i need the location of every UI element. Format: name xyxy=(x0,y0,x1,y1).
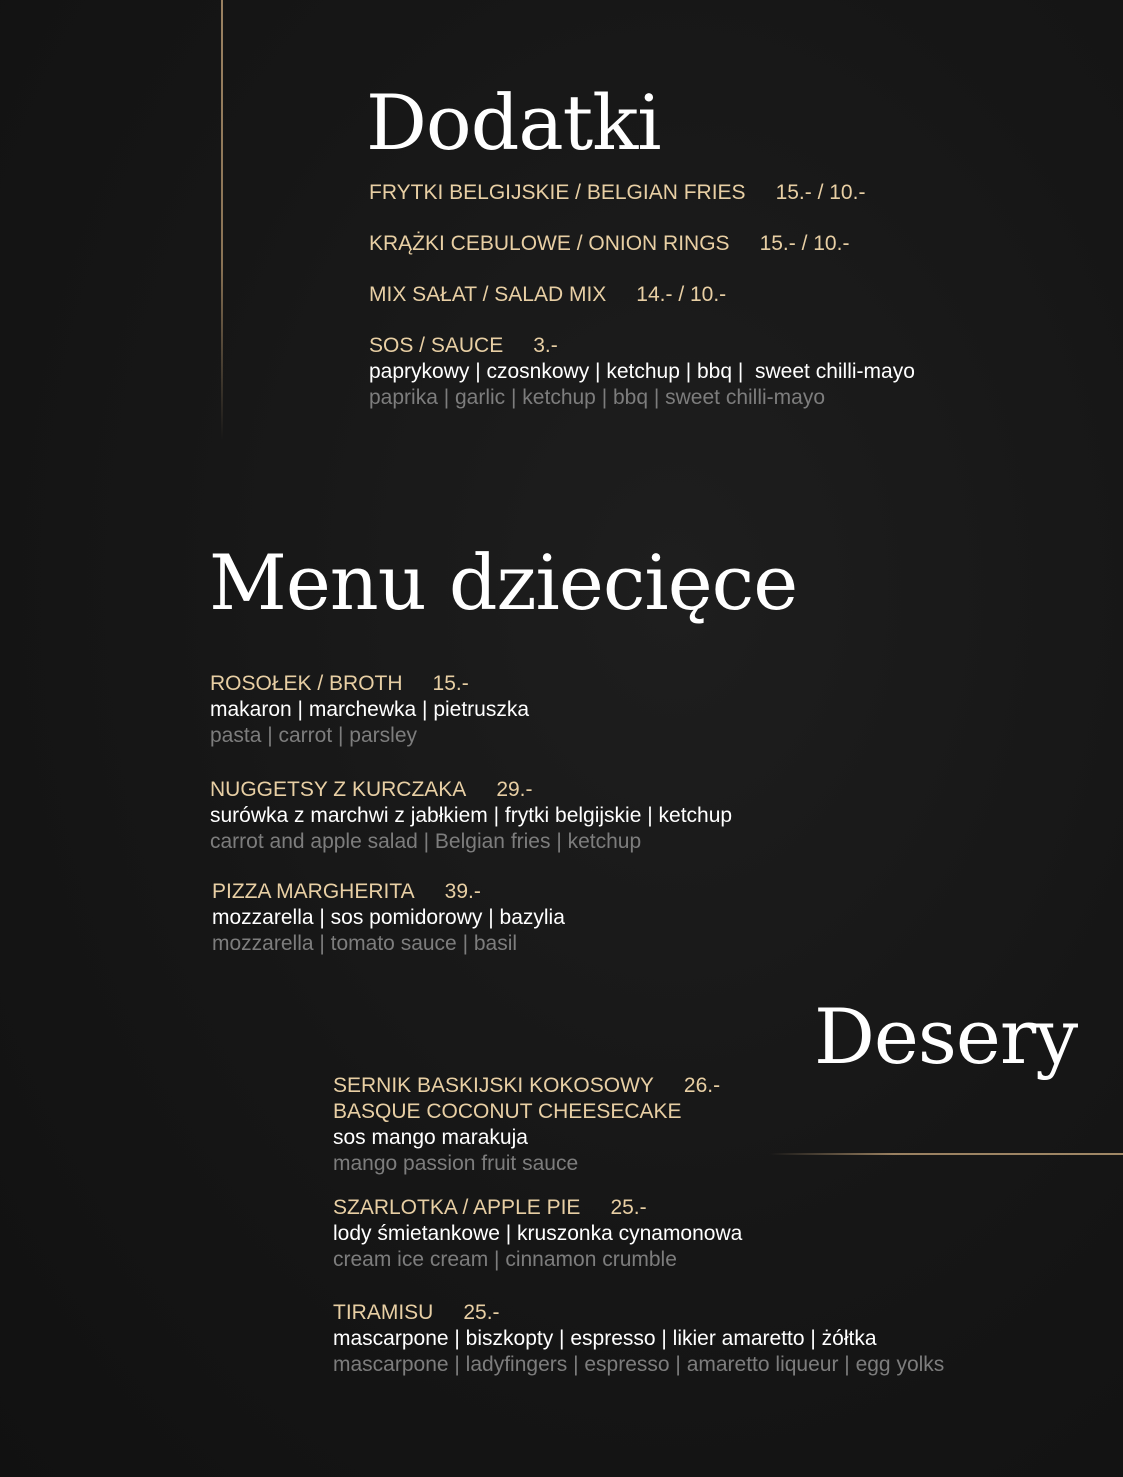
menu-item-name xyxy=(369,282,915,308)
item-description-pl: mascarpone | biszkopty | espresso | likier amaretto | żółtka xyxy=(333,1327,877,1350)
item-description-en: pasta | carrot | parsley xyxy=(210,724,417,747)
item-description-en: mango passion fruit sauce xyxy=(333,1152,579,1175)
item-description-en: mascarpone | ladyfingers | espresso | amaretto liqueur | egg yolks xyxy=(333,1353,945,1376)
item-description-en: carrot and apple salad | Belgian fries | ketchup xyxy=(210,830,642,853)
dodatki-list xyxy=(369,180,915,411)
item-price: 15.- / 10.- xyxy=(775,181,866,204)
item-price: 29.- xyxy=(496,778,533,801)
item-price: 15.- xyxy=(432,672,469,695)
item-name: FRYTKI BELGIJSKIE / BELGIAN FRIES xyxy=(369,181,746,204)
item-price: 3.- xyxy=(533,334,558,357)
item-name: MIX SAŁAT / SALAD MIX xyxy=(369,283,607,306)
item-name: NUGGETSY Z KURCZAKA xyxy=(210,778,467,801)
menu-item-name xyxy=(369,333,915,359)
menu-item-name xyxy=(210,671,529,697)
item-name: TIRAMISU xyxy=(333,1301,434,1324)
desery-item-0 xyxy=(333,1073,720,1177)
item-description-en: mozzarella | tomato sauce | basil xyxy=(212,932,518,955)
item-name: SOS / SAUCE xyxy=(369,334,504,357)
item-name: SZARLOTKA / APPLE PIE xyxy=(333,1196,581,1219)
item-description-pl: mozzarella | sos pomidorowy | bazylia xyxy=(212,906,565,929)
section-title-dodatki: Dodatki xyxy=(366,78,661,167)
item-name: KRĄŻKI CEBULOWE / ONION RINGS xyxy=(369,232,730,255)
section-title-desery: Desery xyxy=(814,992,1078,1081)
horizontal-divider xyxy=(770,1153,1123,1155)
section-title-menu-dzieciece: Menu dziecięce xyxy=(209,538,798,627)
item-name: PIZZA MARGHERITA xyxy=(212,880,415,903)
item-name-en: BASQUE COCONUT CHEESECAKE xyxy=(333,1100,682,1123)
item-price: 25.- xyxy=(463,1301,500,1324)
item-price: 15.- / 10.- xyxy=(759,232,850,255)
menu-dzieciece-item-1 xyxy=(210,777,732,855)
item-description-pl: sos mango marakuja xyxy=(333,1126,528,1149)
item-description-pl: paprykowy | czosnkowy | ketchup | bbq | sweet chilli-mayo xyxy=(369,360,915,383)
menu-item-name xyxy=(369,231,915,257)
item-description-en: cream ice cream | cinnamon crumble xyxy=(333,1248,677,1271)
desery-item-1 xyxy=(333,1195,742,1273)
desery-item-2 xyxy=(333,1300,944,1378)
menu-item-name xyxy=(369,180,915,206)
item-description-pl: surówka z marchwi z jabłkiem | frytki belgijskie | ketchup xyxy=(210,804,733,827)
item-description-en: paprika | garlic | ketchup | bbq | sweet chilli-mayo xyxy=(369,386,826,409)
menu-dzieciece-item-0 xyxy=(210,671,529,749)
item-price: 14.- / 10.- xyxy=(636,283,727,306)
item-name: ROSOŁEK / BROTH xyxy=(210,672,403,695)
item-name: SERNIK BASKIJSKI KOKOSOWY xyxy=(333,1074,654,1097)
menu-item-name xyxy=(212,879,565,905)
item-description-pl: makaron | marchewka | pietruszka xyxy=(210,698,530,721)
menu-item-name xyxy=(333,1073,720,1099)
item-price: 25.- xyxy=(610,1196,647,1219)
item-price: 39.- xyxy=(444,880,481,903)
item-description-pl: lody śmietankowe | kruszonka cynamonowa xyxy=(333,1222,743,1245)
vertical-divider xyxy=(221,0,223,440)
menu-item-name xyxy=(210,777,732,803)
menu-item-name xyxy=(333,1195,742,1221)
item-price: 26.- xyxy=(683,1074,721,1097)
menu-dzieciece-item-2 xyxy=(212,879,565,957)
menu-item-name xyxy=(333,1300,944,1326)
